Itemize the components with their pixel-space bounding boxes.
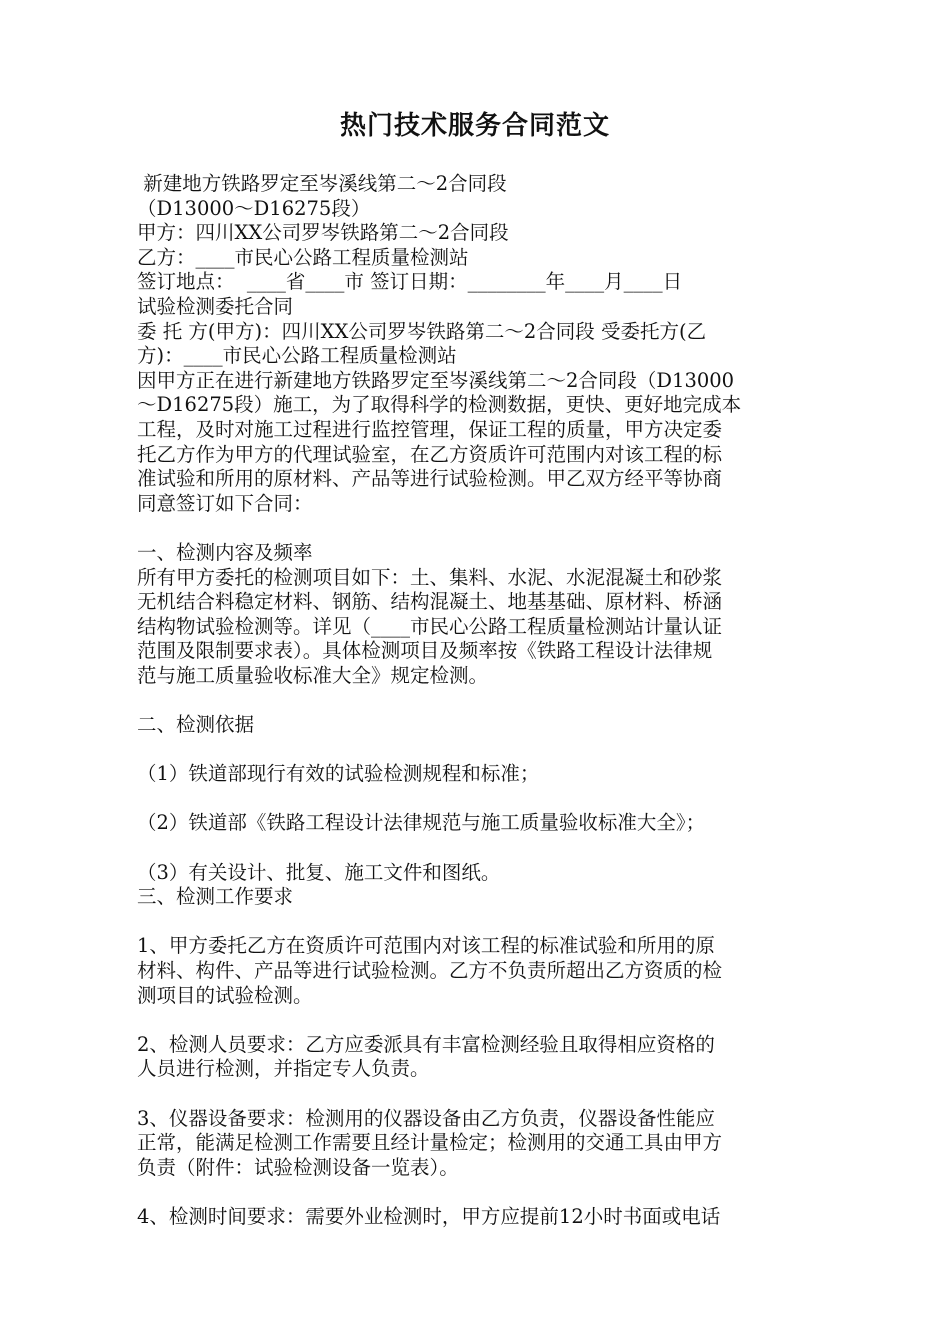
section-2-item: （1）铁道部现行有效的试验检测规程和标准；	[137, 762, 540, 786]
intro-line: 同意签订如下合同：	[137, 491, 313, 515]
project-line: 新建地方铁路罗定至岑溪线第二～2合同段	[137, 172, 507, 195]
intro-line: 准试验和所用的原材料、产品等进行试验检测。甲乙双方经平等协商	[137, 467, 723, 491]
contract-subtitle: 试验检测委托合同	[137, 294, 294, 318]
section-3-p1-line: 材料、构件、产品等进行试验检测。乙方不负责所超出乙方资质的检	[137, 959, 723, 982]
spacer	[137, 836, 827, 861]
spacer	[137, 787, 827, 812]
spacer	[137, 516, 827, 541]
section-1-line: 范围及限制要求表）。具体检测项目及频率按《铁路工程设计法律规	[137, 639, 713, 663]
project-chainage: （D13000～D16275段）	[137, 196, 371, 220]
spacer	[137, 1180, 827, 1205]
entrusted-party-line: 方)：____市民心公路工程质量检测站	[137, 344, 457, 368]
spacer	[137, 688, 827, 713]
section-2-item: （3）有关设计、批复、施工文件和图纸。	[137, 860, 501, 884]
spacer	[137, 738, 827, 763]
spacer	[137, 910, 827, 935]
section-3-p2-line: 人员进行检测，并指定专人负责。	[137, 1057, 430, 1081]
section-1-line: 范与施工质量验收标准大全》规定检测。	[137, 663, 489, 687]
document-body	[137, 172, 827, 1230]
section-3-heading: 三、检测工作要求	[137, 885, 294, 909]
signing-place-date: 签订地点： ____省____市 签订日期：________年____月____日	[137, 270, 683, 294]
document-title: 热门技术服务合同范文	[339, 111, 610, 141]
section-3-p3-line: 负责（附件：试验检测设备一览表）。	[137, 1155, 459, 1179]
intro-line: ～D16275段）施工，为了取得科学的检测数据，更快、更好地完成本	[137, 393, 742, 417]
section-3-p3-line: 正常，能满足检测工作需要且经计量检定；检测用的交通工具由甲方	[137, 1131, 723, 1155]
party-b-line: 乙方：____市民心公路工程质量检测站	[137, 245, 469, 269]
section-3-p1-line: 1、甲方委托乙方在资质许可范围内对该工程的标准试验和所用的原	[137, 934, 715, 958]
section-1-line: 无机结合料稳定材料、钢筋、结构混凝土、地基基础、原材料、桥涵	[137, 590, 723, 614]
entrusting-party-line: 委 托 方(甲方)：四川XX公司罗岑铁路第二～2合同段 受委托方(乙	[137, 319, 707, 343]
section-1-heading: 一、检测内容及频率	[137, 540, 313, 564]
party-a-line: 甲方：四川XX公司罗岑铁路第二～2合同段	[137, 221, 509, 245]
section-2-item: （2）铁道部《铁路工程设计法律规范与施工质量验收标准大全》；	[137, 811, 706, 835]
spacer	[137, 1082, 827, 1107]
section-3-p3-line: 3、仪器设备要求：检测用的仪器设备由乙方负责，仪器设备性能应	[137, 1106, 715, 1130]
section-3-p2-line: 2、检测人员要求：乙方应委派具有丰富检测经验且取得相应资格的	[137, 1032, 715, 1056]
intro-line: 因甲方正在进行新建地方铁路罗定至岑溪线第二～2合同段（D13000	[137, 368, 735, 392]
section-3-p1-line: 测项目的试验检测。	[137, 983, 313, 1007]
intro-line: 工程，及时对施工过程进行监控管理，保证工程的质量，甲方决定委	[137, 417, 723, 441]
spacer	[137, 1008, 827, 1033]
section-1-line: 结构物试验检测等。详见（____市民心公路工程质量检测站计量认证	[137, 614, 723, 638]
section-1-line: 所有甲方委托的检测项目如下：土、集料、水泥、水泥混凝土和砂浆	[137, 565, 723, 589]
intro-line: 托乙方作为甲方的代理试验室，在乙方资质许可范围内对该工程的标	[137, 442, 723, 466]
section-2-heading: 二、检测依据	[137, 713, 255, 737]
section-3-p4-line: 4、检测时间要求：需要外业检测时，甲方应提前12小时书面或电话	[137, 1204, 721, 1228]
